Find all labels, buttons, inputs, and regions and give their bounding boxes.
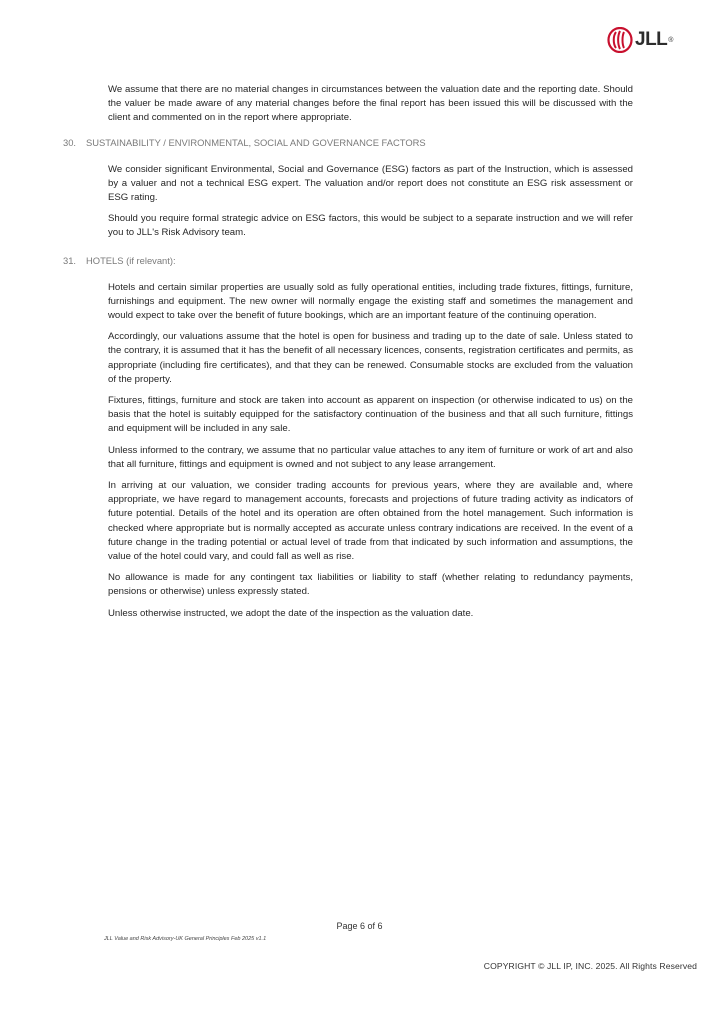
section-number: 31. (63, 254, 77, 266)
page-content (0, 83, 719, 628)
paragraph: Fixtures, fittings, furniture and stock are taken into account as apparent on inspection (or otherwise indicated to us) on the basis that the hotel is suitably equipped for the satisfactory continuation of the business and that all such furniture, fittings and equipment will be included in any sale. (108, 395, 633, 435)
paragraph: Hotels and certain similar properties are usually sold as fully operational entities, including trade fixtures, fittings, furniture, furnishings and equipment. The new owner will normally engage the existing staff and sometimes the management and would expect to take over the benefit of future bookings, which are an important feature of the continuing operation. (108, 281, 633, 322)
document-reference: JLL Value and Risk Advisory-UK General Principles Feb 2025 v1.1 (104, 936, 267, 942)
paragraph: Should you require formal strategic advice on ESG factors, this would be subject to a separate instruction and we will refer you to JLL's Risk Advisory team. (108, 213, 633, 239)
section-title: SUSTAINABILITY / ENVIRONMENTAL, SOCIAL AND GOVERNANCE FACTORS (86, 136, 426, 148)
section-heading-31 (63, 254, 719, 268)
intro-paragraph: We assume that there are no material changes in circumstances between the valuation date and the reporting date. Should the valuer be made aware of any material changes before the final report has been issued this will be discussed with the client and commented on in the report where appropriate. (108, 84, 633, 124)
paragraph: Unless informed to the contrary, we assume that no particular value attaches to any item of furniture or work of art and also that all furniture, fittings and equipment is owned and not subject to any lease arrangement. (108, 444, 633, 470)
logo-text: JLL (635, 29, 668, 50)
copyright-notice: COPYRIGHT © JLL IP, INC. 2025. All Rights Reserved (483, 961, 697, 971)
page-number: Page 6 of 6 (336, 921, 383, 931)
jll-logo (607, 27, 673, 53)
paragraph: No allowance is made for any contingent tax liabilities or liability to staff (whether relating to redundancy payments, pensions or otherwise) unless expressly stated. (108, 572, 633, 598)
paragraph: We consider significant Environmental, Social and Governance (ESG) factors as part of the Instruction, which is assessed by a valuer and not a technical ESG expert. The valuation and/or report does not constitute an ESG risk assessment or ESG rating. (108, 163, 633, 204)
paragraph: Accordingly, our valuations assume that the hotel is open for business and trading up to the date of sale. Unless stated to the contrary, it is assumed that it has the benefit of all necessary licences, consents, registration certificates and permits, as appropriate (including fire certificates), and that they can be renewed. Consumable stocks are excluded from the valuation of the property. (108, 331, 633, 385)
section-title: HOTELS (if relevant): (86, 254, 176, 266)
logo-registered-mark: ® (668, 36, 674, 44)
paragraph: Unless otherwise instructed, we adopt the date of the inspection as the valuation date. (108, 607, 474, 619)
paragraph: In arriving at our valuation, we consider trading accounts for previous years, where they are available and, where appropriate, we have regard to management accounts, forecasts and projections of future trading activity as indicators of future potential. Details of the hotel and its operation are often obtained from the hotel management. Such information is checked where appropriate but is normally accepted as accurate unless contrary indications are received. In the event of a future change in the trading potential or actual level of trade from that indicated by such information and assumptions, the value of the hotel could vary, and could fall as well as rise. (108, 480, 633, 563)
section-heading-30 (63, 136, 719, 150)
section-number: 30. (63, 136, 77, 148)
jll-logo-icon (607, 27, 633, 53)
